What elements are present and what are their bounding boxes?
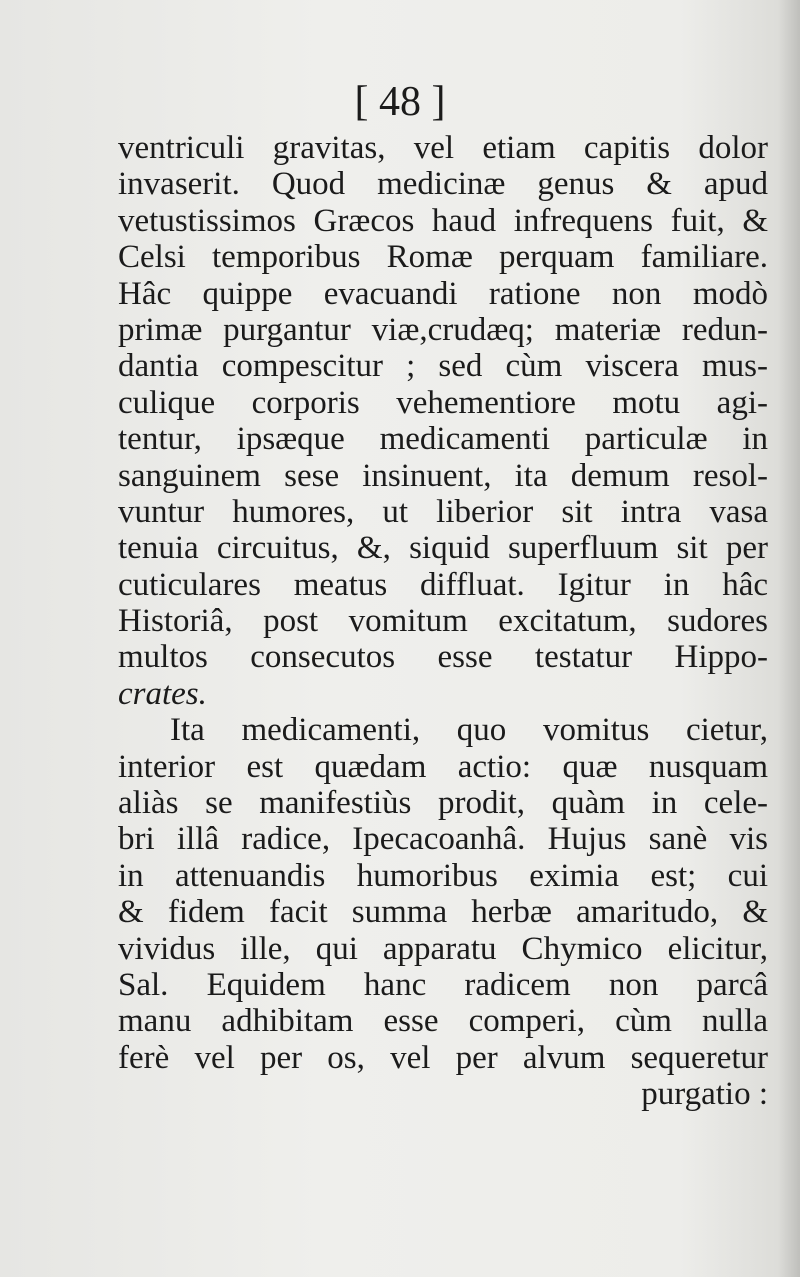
- text-line: vividus ille, qui apparatu Chymico elicitur,: [118, 930, 768, 967]
- text-line: aliàs se manifestiùs prodit, quàm in cele-: [118, 785, 768, 822]
- text-line: Historiâ, post vomitum excitatum, sudores: [118, 603, 768, 640]
- text-line: interior est quædam actio: quæ nusquam: [118, 748, 768, 785]
- text-line: Ita medicamenti, quo vomitus cietur,: [170, 712, 768, 749]
- paragraph-2: [118, 712, 768, 1076]
- text-line: cuticulares meatus diffluat. Igitur in hâc: [118, 566, 768, 603]
- text-line: Sal. Equidem hanc radicem non parcâ: [118, 966, 768, 1003]
- paragraph-1: [118, 130, 768, 712]
- text-line: tentur, ipsæque medicamenti particulæ in: [118, 421, 768, 458]
- text-line: sanguinem sese insinuent, ita demum resol-: [118, 457, 768, 494]
- text-line: dantia compescitur ; sed cùm viscera mus-: [118, 348, 768, 385]
- text-line: tenuia circuitus, &, siquid superfluum sit per: [118, 530, 768, 567]
- text-line: Hâc quippe evacuandi ratione non modò: [118, 275, 768, 312]
- text-line: invaserit. Quod medicinæ genus & apud: [118, 166, 768, 203]
- text-line: ventriculi gravitas, vel etiam capitis dolor: [118, 130, 768, 166]
- text-line: & fidem facit summa herbæ amaritudo, &: [118, 894, 768, 931]
- page-number: [ 48 ]: [354, 79, 446, 125]
- text-line: in attenuandis humoribus eximia est; cui: [118, 857, 768, 894]
- text-line: Celsi temporibus Romæ perquam familiare.: [118, 239, 768, 276]
- body-text: [118, 130, 768, 1113]
- text-line: multos consecutos esse testatur Hippo-: [118, 639, 768, 676]
- text-line: culique corporis vehementiore motu agi-: [118, 384, 768, 421]
- text-line: vetustissimos Græcos haud infrequens fuit, &: [118, 202, 768, 239]
- text-line: bri illâ radice, Ipecacoanhâ. Hujus sanè vis: [118, 821, 768, 858]
- gutter-shadow: [778, 0, 800, 1277]
- text-line: crates.: [118, 675, 207, 712]
- catchword: purgatio :: [641, 1076, 768, 1113]
- text-line: vuntur humores, ut liberior sit intra vasa: [118, 493, 768, 530]
- text-line: ferè vel per os, vel per alvum sequeretur: [118, 1039, 768, 1076]
- text-line: primæ purgantur viæ,crudæq; materiæ redun-: [118, 311, 768, 348]
- text-line: manu adhibitam esse comperi, cùm nulla: [118, 1003, 768, 1040]
